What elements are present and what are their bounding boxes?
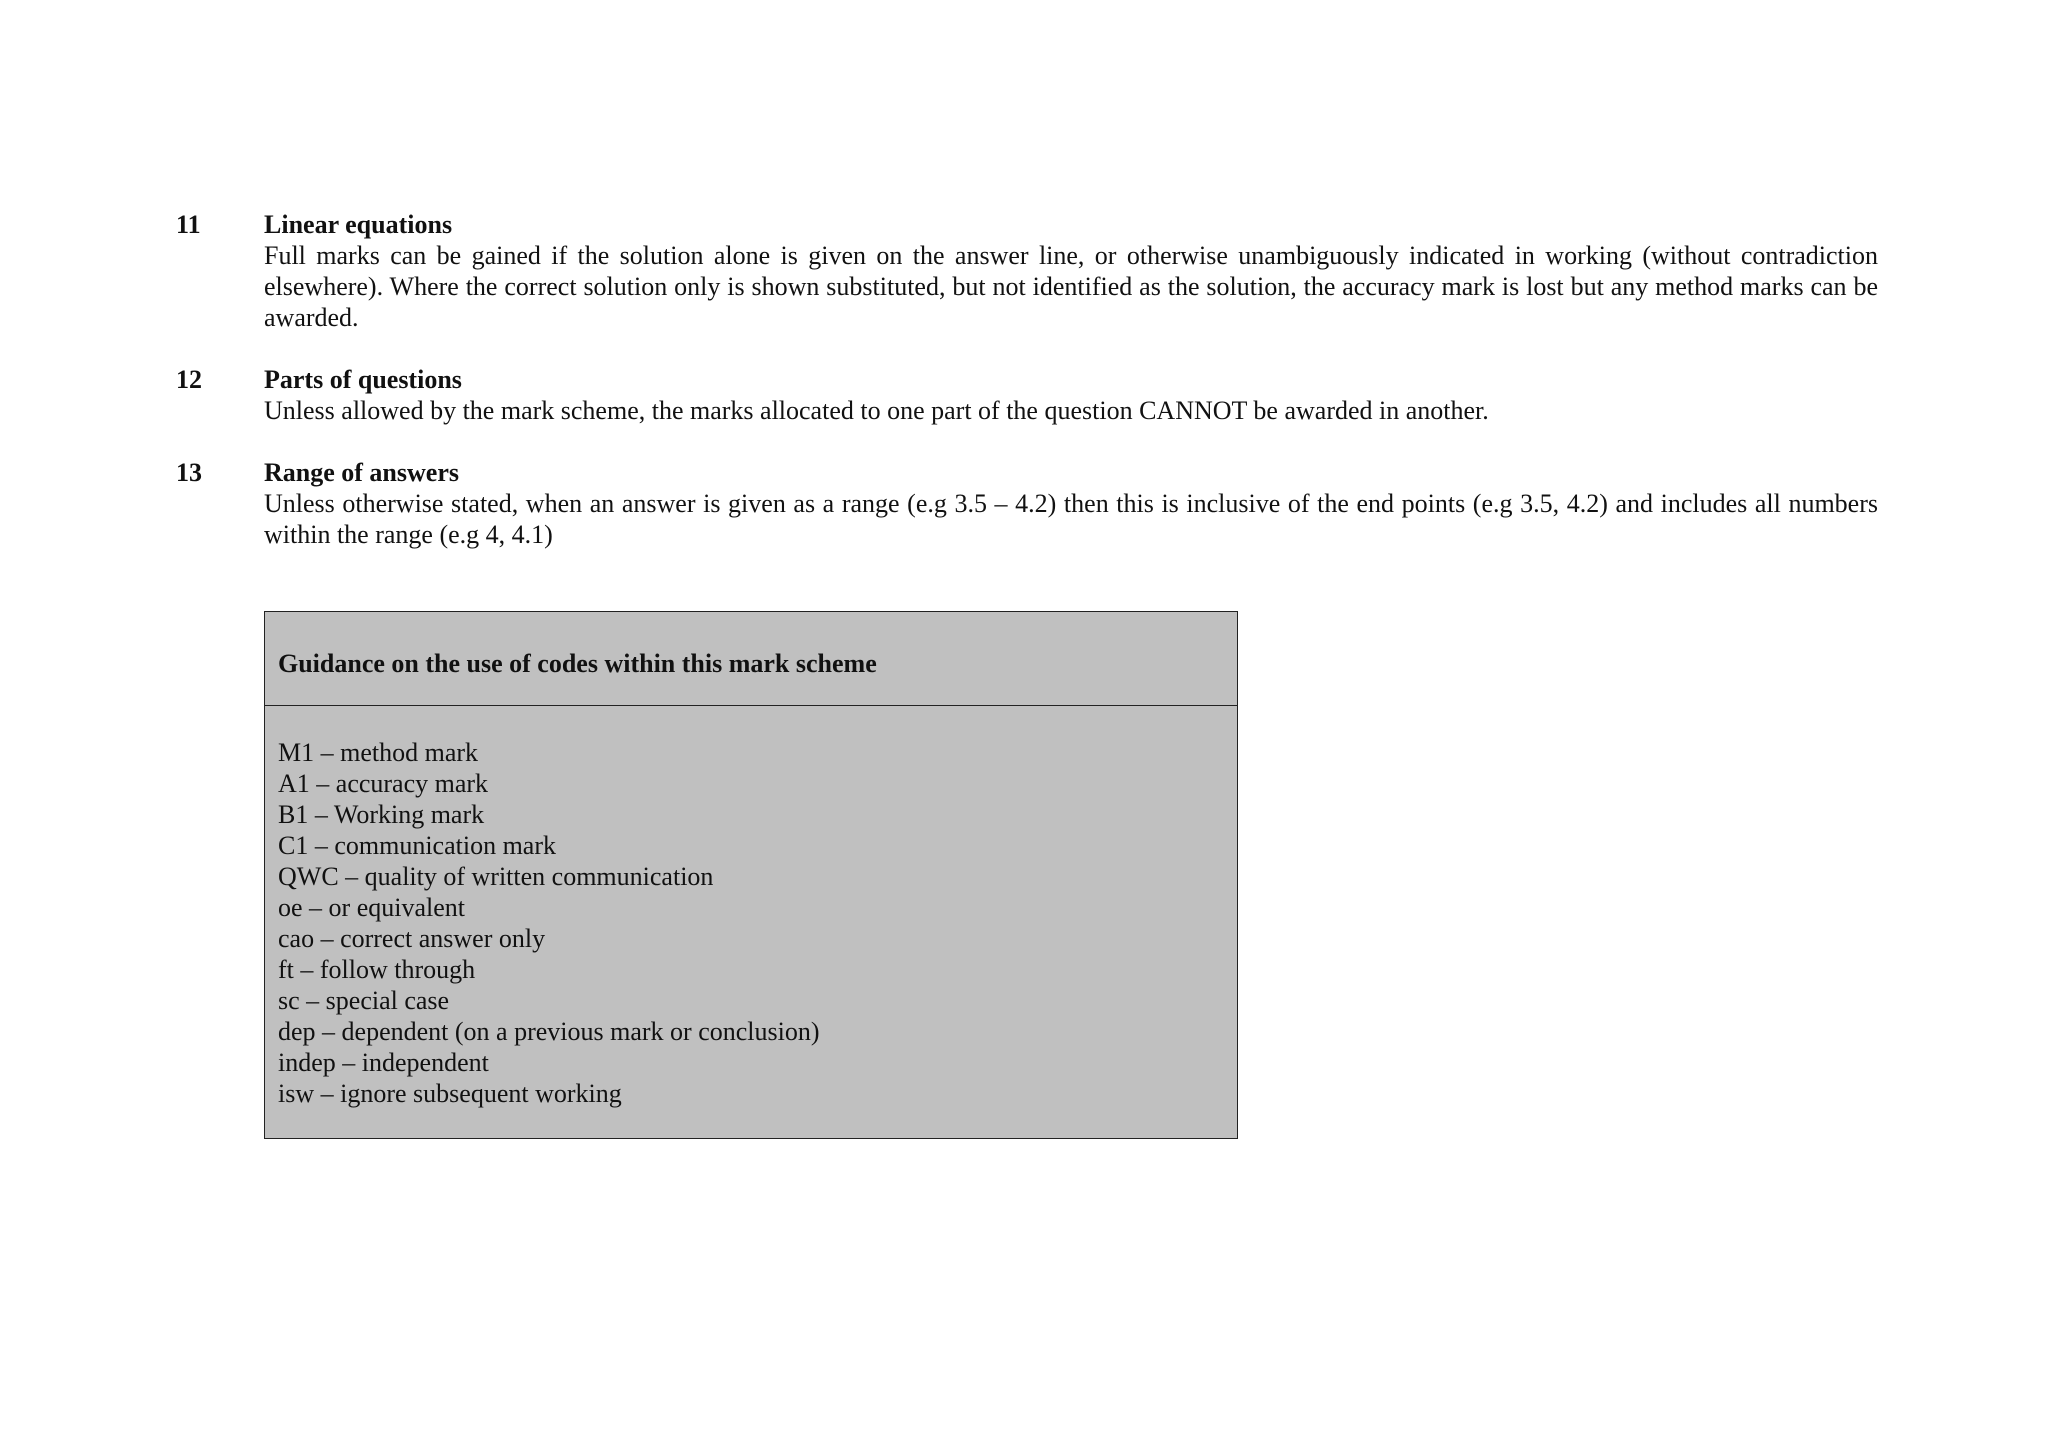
section-number: 13 <box>176 458 202 487</box>
code-item-qwc: QWC – quality of written communication <box>278 862 714 891</box>
section-text: Unless otherwise stated, when an answer is given as a range (e.g 3.5 – 4.2) then this is inclusive of the end points (e.g 3.5, 4.2) and includes all numbers within the range (e.g 4, 4.1) <box>264 489 1878 549</box>
code-item-oe: oe – or equivalent <box>278 893 465 922</box>
code-item-m1: M1 – method mark <box>278 738 479 767</box>
section-text: Full marks can be gained if the solution alone is given on the answer line, or otherwise unambiguously indicated in working (without contradiction elsewhere). Where the correct solution only is shown substituted, but not identified as the solution, the accuracy mark is lost but any method marks can be awarded. <box>264 241 1878 332</box>
section-body <box>264 364 1878 426</box>
section-body <box>264 209 1878 333</box>
guidance-header <box>265 612 1237 706</box>
code-item-ft: ft – follow through <box>278 955 476 984</box>
code-item-indep: indep – independent <box>278 1048 489 1077</box>
section-body <box>264 457 1878 550</box>
section-number: 11 <box>176 210 201 239</box>
guidance-title: Guidance on the use of codes within this mark scheme <box>278 649 877 678</box>
code-item-dep: dep – dependent (on a previous mark or conclusion) <box>278 1017 820 1046</box>
guidance-codes-box <box>264 611 1238 1139</box>
code-item-cao: cao – correct answer only <box>278 924 546 953</box>
code-list <box>265 706 1237 1109</box>
code-item-sc: sc – special case <box>278 986 450 1015</box>
section-title: Parts of questions <box>264 365 462 394</box>
code-item-b1: B1 – Working mark <box>278 800 485 829</box>
section-title: Range of answers <box>264 458 459 487</box>
section-title: Linear equations <box>264 210 453 239</box>
section-text: Unless allowed by the mark scheme, the marks allocated to one part of the question CANNOT be awarded in another. <box>264 396 1489 425</box>
code-item-c1: C1 – communication mark <box>278 831 557 860</box>
code-item-a1: A1 – accuracy mark <box>278 769 489 798</box>
section-number: 12 <box>176 365 202 394</box>
code-item-isw: isw – ignore subsequent working <box>278 1079 622 1108</box>
